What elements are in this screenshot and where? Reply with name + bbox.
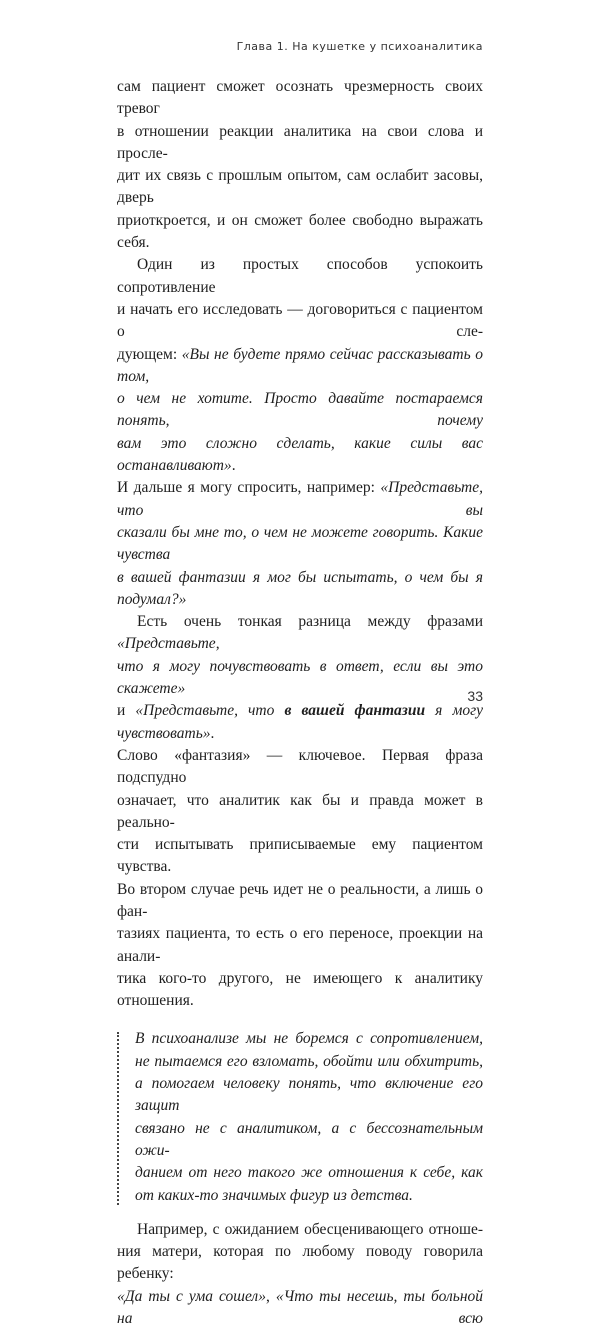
text-line: и начать его исследовать — договориться с пациентом о сле-: [117, 300, 483, 341]
quote-run: «Представьте,: [117, 635, 220, 653]
spacer: [117, 1012, 483, 1024]
text-line: [117, 344, 483, 389]
text-line: [117, 433, 483, 478]
text-line: сам пациент сможет осознать чрезмерность своих тревог: [117, 78, 483, 118]
bold-emphasis: в вашей фантазии: [284, 702, 426, 720]
paragraph-2: [117, 254, 483, 611]
paragraph-1: [117, 76, 483, 254]
text-line: означает, что аналитик как бы и правда может в реальнo-: [117, 791, 483, 831]
quote-run: вам это сложно сделать, какие силы вас останавливают»: [117, 434, 483, 475]
page-body: [117, 76, 483, 1330]
text-line: [117, 522, 483, 567]
quote-run: в вашей фантазии я мог бы испытать, о чем бы я подумал?»: [117, 568, 483, 608]
quote-run: «Что ты несешь, ты больной на всю: [117, 1287, 484, 1328]
text-run: Есть очень тонкая разница между фразами: [137, 613, 483, 631]
text-line: [117, 1286, 483, 1330]
text-line: [117, 611, 483, 656]
text-run: .: [210, 724, 215, 742]
running-head: Глава 1. На кушетке у психоаналитика: [236, 40, 483, 53]
callout-line: а помогаем человеку понять, что включение его защит: [135, 1075, 483, 1115]
text-run: .: [231, 457, 236, 475]
emphasis-run: [284, 702, 425, 719]
quote-run: «Представьте, что: [135, 702, 285, 720]
quote-run: «Да ты с ума сошел»: [117, 1287, 266, 1305]
callout-line: не пытаемся его взломать, обойти или обхитрить,: [135, 1052, 483, 1070]
text-line: тика кого-то другого, не имеющего к аналитику отношения.: [117, 969, 483, 1010]
quote-run: о чем не хотите. Просто давайте постараемся понять, почему: [117, 390, 483, 430]
callout-quote: [117, 1028, 483, 1206]
text-run: и: [117, 702, 136, 720]
text-line: [117, 477, 483, 522]
text-run: И дальше я могу спросить, например:: [117, 479, 381, 497]
dotted-rule: [117, 1032, 119, 1204]
text-line: Один из простых способов успокоить сопротивление: [117, 256, 483, 296]
text-line: [117, 656, 483, 701]
quote-run: «Представьте, что вы: [117, 479, 483, 519]
paragraph-3: [117, 611, 483, 1012]
text-line: [117, 567, 483, 612]
text-line: тазиях пациента, то есть о его переносе, проекции на анали-: [117, 925, 483, 965]
callout-line: В психоанализе мы не боремся с сопротивлением,: [135, 1030, 483, 1048]
text-line: дит их связь с прошлым опытом, сам ослабит засовы, дверь: [117, 167, 483, 207]
text-line: [117, 388, 483, 433]
quote-run: что я могу почувствовать в ответ, если вы это скажете»: [117, 657, 483, 698]
text-line: Во втором случае речь идет не о реальности, а лишь о фан-: [117, 880, 483, 920]
text-line: Например, с ожиданием обесценивающего отноше-: [137, 1220, 483, 1238]
quote-run: «Вы не будете прямо сейчас рассказывать о том,: [117, 345, 483, 385]
callout-line: данием от него такого же отношения к себе, как: [135, 1164, 483, 1182]
text-run: дующем:: [117, 345, 182, 363]
text-line: сти испытывать приписываемые ему пациентом чувства.: [117, 836, 483, 876]
text-line: Слово «фантазия» — ключевое. Первая фраза подспудно: [117, 746, 483, 787]
paragraph-4: [117, 1219, 483, 1330]
callout-line: от каких-то значимых фигур из детства.: [135, 1186, 413, 1204]
text-line: [117, 700, 483, 745]
quote-run: я могу чувствовать»: [117, 702, 484, 742]
spacer: [117, 1207, 483, 1219]
text-line: ния матери, которая по любому поводу говорила ребенку:: [117, 1243, 483, 1283]
callout-line: связано не с аналитиком, а с бессознательным ожи-: [135, 1119, 483, 1159]
page-number: 33: [467, 688, 483, 704]
quote-run: сказали бы мне то, о чем не можете говорить. Какие чувства: [117, 523, 483, 564]
text-run: ,: [265, 1287, 276, 1305]
text-line: в отношении реакции аналитика на свои слова и просле-: [117, 122, 483, 162]
text-line: приоткроется, и он сможет более свободно выражать себя.: [117, 211, 483, 252]
